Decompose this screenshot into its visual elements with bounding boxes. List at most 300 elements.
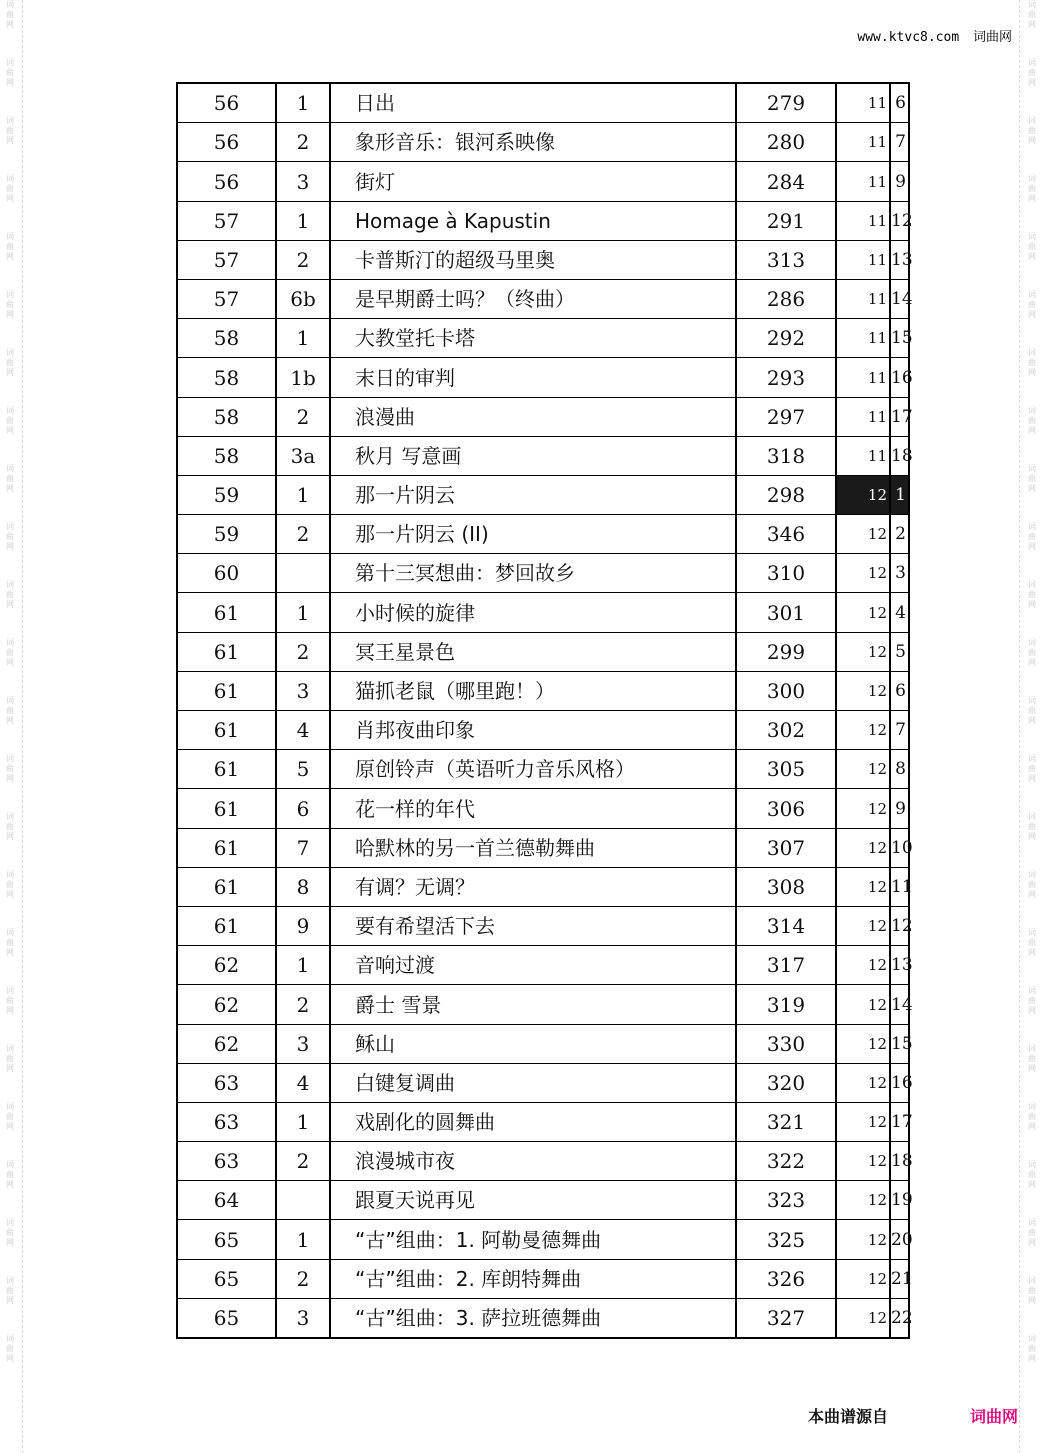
title-cell: Homage à Kapustin xyxy=(330,201,736,240)
title-cell: 稣山 xyxy=(330,1024,736,1063)
watermark-char: 曲 xyxy=(1028,1228,1036,1237)
watermark-char: 曲 xyxy=(1028,1286,1036,1295)
number-cell: 6 xyxy=(276,789,330,828)
watermark-group xyxy=(6,290,14,320)
watermark-char: 词 xyxy=(1028,1160,1036,1169)
watermark-char: 词 xyxy=(6,986,14,995)
watermark-char: 词 xyxy=(6,522,14,531)
watermark-char: 网 xyxy=(1028,890,1036,899)
watermark-char: 网 xyxy=(6,78,14,87)
book-cell: 11 xyxy=(836,123,890,162)
volume-cell: 56 xyxy=(177,123,276,162)
title-cell: “古”组曲：3. 萨拉班德舞曲 xyxy=(330,1298,736,1338)
watermark-char: 曲 xyxy=(6,648,14,657)
title-cell: 街灯 xyxy=(330,162,736,201)
watermark-char: 曲 xyxy=(6,358,14,367)
page-cell: 307 xyxy=(736,828,836,867)
number-cell: 3 xyxy=(276,671,330,710)
watermark-group xyxy=(1028,1218,1036,1248)
watermark-char: 网 xyxy=(6,252,14,261)
volume-cell: 62 xyxy=(177,1024,276,1063)
page-cell: 279 xyxy=(736,83,836,123)
index-cell: 6 xyxy=(890,83,909,123)
watermark-char: 词 xyxy=(1028,812,1036,821)
title-cell: 末日的审判 xyxy=(330,358,736,397)
index-cell: 14 xyxy=(890,279,909,318)
volume-cell: 60 xyxy=(177,554,276,593)
table-row xyxy=(177,123,909,162)
watermark-char: 网 xyxy=(6,194,14,203)
watermark-char: 词 xyxy=(1028,870,1036,879)
title-cell: 花一样的年代 xyxy=(330,789,736,828)
volume-cell: 57 xyxy=(177,201,276,240)
title-cell: “古”组曲：1. 阿勒曼德舞曲 xyxy=(330,1220,736,1259)
index-cell: 10 xyxy=(890,828,909,867)
watermark-char: 词 xyxy=(6,638,14,647)
watermark-char: 曲 xyxy=(1028,532,1036,541)
page-cell: 300 xyxy=(736,671,836,710)
watermark-char: 曲 xyxy=(6,1054,14,1063)
watermark-char: 网 xyxy=(6,1180,14,1189)
book-cell: 12 xyxy=(836,515,890,554)
book-cell: 12 xyxy=(836,946,890,985)
number-cell: 1 xyxy=(276,319,330,358)
index-cell: 12 xyxy=(890,201,909,240)
volume-cell: 61 xyxy=(177,671,276,710)
index-cell: 4 xyxy=(890,593,909,632)
table-row xyxy=(177,711,909,750)
index-cell: 17 xyxy=(890,397,909,436)
watermark-group xyxy=(6,812,14,842)
watermark-char: 网 xyxy=(1028,948,1036,957)
table-row xyxy=(177,1024,909,1063)
page-cell: 305 xyxy=(736,750,836,789)
watermark-char: 词 xyxy=(1028,522,1036,531)
watermark-char: 词 xyxy=(6,464,14,473)
number-cell: 2 xyxy=(276,515,330,554)
watermark-char: 词 xyxy=(1028,174,1036,183)
watermark-char: 词 xyxy=(1028,1102,1036,1111)
index-cell: 20 xyxy=(890,1220,909,1259)
book-cell: 11 xyxy=(836,201,890,240)
book-cell: 12 xyxy=(836,475,890,514)
page-cell: 320 xyxy=(736,1063,836,1102)
watermark-group xyxy=(1028,696,1036,726)
number-cell: 1 xyxy=(276,201,330,240)
page-cell: 299 xyxy=(736,632,836,671)
number-cell: 4 xyxy=(276,711,330,750)
watermark-group xyxy=(6,116,14,146)
watermark-char: 词 xyxy=(1028,464,1036,473)
watermark-char: 曲 xyxy=(1028,416,1036,425)
volume-cell: 64 xyxy=(177,1181,276,1220)
right-margin-line xyxy=(1019,0,1020,1453)
table-row xyxy=(177,515,909,554)
watermark-group xyxy=(1028,0,1036,30)
table-row xyxy=(177,946,909,985)
watermark-char: 词 xyxy=(6,174,14,183)
index-cell: 21 xyxy=(890,1259,909,1298)
title-cell: 卡普斯汀的超级马里奥 xyxy=(330,240,736,279)
watermark-char: 曲 xyxy=(6,1170,14,1179)
title-cell: 小时候的旋律 xyxy=(330,593,736,632)
page-cell: 306 xyxy=(736,789,836,828)
watermark-char: 曲 xyxy=(6,126,14,135)
table-row xyxy=(177,828,909,867)
watermark-char: 网 xyxy=(6,600,14,609)
volume-cell: 61 xyxy=(177,828,276,867)
watermark-char: 词 xyxy=(1028,696,1036,705)
watermark-group xyxy=(1028,116,1036,146)
watermark-char: 曲 xyxy=(6,242,14,251)
volume-cell: 59 xyxy=(177,475,276,514)
watermark-char: 词 xyxy=(6,1160,14,1169)
volume-cell: 57 xyxy=(177,240,276,279)
volume-cell: 61 xyxy=(177,750,276,789)
watermark-char: 网 xyxy=(1028,716,1036,725)
page-cell: 322 xyxy=(736,1142,836,1181)
index-cell: 6 xyxy=(890,671,909,710)
number-cell: 9 xyxy=(276,906,330,945)
volume-cell: 61 xyxy=(177,632,276,671)
watermark-char: 网 xyxy=(6,1006,14,1015)
watermark-char: 网 xyxy=(1028,1122,1036,1131)
table-row xyxy=(177,1220,909,1259)
table-row xyxy=(177,750,909,789)
index-cell: 9 xyxy=(890,789,909,828)
title-cell: 秋月 写意画 xyxy=(330,436,736,475)
watermark-char: 词 xyxy=(6,754,14,763)
index-cell: 12 xyxy=(890,906,909,945)
table-row xyxy=(177,593,909,632)
watermark-char: 词 xyxy=(1028,232,1036,241)
watermark-char: 词 xyxy=(6,928,14,937)
watermark-group xyxy=(6,348,14,378)
watermark-group xyxy=(1028,406,1036,436)
number-cell: 4 xyxy=(276,1063,330,1102)
title-cell: 哈默林的另一首兰德勒舞曲 xyxy=(330,828,736,867)
watermark-char: 曲 xyxy=(1028,1170,1036,1179)
title-cell: 那一片阴云 xyxy=(330,475,736,514)
book-cell: 12 xyxy=(836,1298,890,1338)
watermark-char: 词 xyxy=(6,116,14,125)
watermark-char: 词 xyxy=(6,348,14,357)
watermark-group xyxy=(1028,754,1036,784)
index-cell: 9 xyxy=(890,162,909,201)
book-cell: 12 xyxy=(836,671,890,710)
watermark-char: 曲 xyxy=(6,590,14,599)
book-cell: 12 xyxy=(836,632,890,671)
index-cell: 16 xyxy=(890,358,909,397)
watermark-group xyxy=(6,1334,14,1364)
watermark-char: 曲 xyxy=(6,822,14,831)
volume-cell: 61 xyxy=(177,906,276,945)
volume-cell: 58 xyxy=(177,358,276,397)
index-cell: 7 xyxy=(890,123,909,162)
table-row xyxy=(177,1102,909,1141)
watermark-char: 曲 xyxy=(1028,10,1036,19)
site-url-link[interactable]: www.ktvc8.com xyxy=(857,30,960,45)
left-margin-line xyxy=(22,0,23,1453)
book-cell: 12 xyxy=(836,750,890,789)
number-cell: 2 xyxy=(276,240,330,279)
watermark-char: 词 xyxy=(6,232,14,241)
table-row xyxy=(177,906,909,945)
book-cell: 12 xyxy=(836,1063,890,1102)
watermark-char: 词 xyxy=(1028,116,1036,125)
watermark-char: 网 xyxy=(6,890,14,899)
watermark-char: 词 xyxy=(1028,580,1036,589)
index-cell: 15 xyxy=(890,319,909,358)
book-cell: 11 xyxy=(836,83,890,123)
index-cell: 15 xyxy=(890,1024,909,1063)
watermark-char: 网 xyxy=(6,1122,14,1131)
volume-cell: 62 xyxy=(177,985,276,1024)
watermark-group xyxy=(6,1044,14,1074)
score-index-table xyxy=(176,82,913,1339)
watermark-group xyxy=(1028,232,1036,262)
watermark-char: 曲 xyxy=(1028,996,1036,1005)
watermark-char: 网 xyxy=(1028,774,1036,783)
index-cell: 16 xyxy=(890,1063,909,1102)
page-cell: 327 xyxy=(736,1298,836,1338)
table-row xyxy=(177,1181,909,1220)
watermark-char: 曲 xyxy=(1028,822,1036,831)
number-cell: 1 xyxy=(276,593,330,632)
number-cell: 1 xyxy=(276,946,330,985)
page-footer xyxy=(808,1404,1018,1427)
table-row xyxy=(177,789,909,828)
volume-cell: 59 xyxy=(177,515,276,554)
watermark-char: 曲 xyxy=(1028,242,1036,251)
watermark-char: 网 xyxy=(6,832,14,841)
index-cell: 19 xyxy=(890,1181,909,1220)
watermark-char: 曲 xyxy=(6,416,14,425)
number-cell: 6b xyxy=(276,279,330,318)
table-row xyxy=(177,240,909,279)
watermark-char: 词 xyxy=(6,0,14,9)
page-cell: 325 xyxy=(736,1220,836,1259)
title-cell: 白键复调曲 xyxy=(330,1063,736,1102)
title-cell: 是早期爵士吗？（终曲） xyxy=(330,279,736,318)
table-row xyxy=(177,1063,909,1102)
watermark-char: 网 xyxy=(1028,252,1036,261)
index-cell: 18 xyxy=(890,1142,909,1181)
watermark-char: 网 xyxy=(6,136,14,145)
title-cell: 浪漫城市夜 xyxy=(330,1142,736,1181)
watermark-char: 曲 xyxy=(6,938,14,947)
watermark-char: 词 xyxy=(1028,1276,1036,1285)
index-cell: 2 xyxy=(890,515,909,554)
watermark-group xyxy=(1028,174,1036,204)
volume-cell: 62 xyxy=(177,946,276,985)
watermark-char: 曲 xyxy=(1028,68,1036,77)
book-cell: 11 xyxy=(836,319,890,358)
table-row xyxy=(177,632,909,671)
watermark-char: 网 xyxy=(6,1354,14,1363)
table-row xyxy=(177,475,909,514)
title-cell: 浪漫曲 xyxy=(330,397,736,436)
watermark-char: 曲 xyxy=(6,996,14,1005)
volume-cell: 65 xyxy=(177,1220,276,1259)
watermark-char: 曲 xyxy=(1028,126,1036,135)
watermark-group xyxy=(6,0,14,30)
watermark-char: 网 xyxy=(1028,310,1036,319)
watermark-char: 网 xyxy=(1028,20,1036,29)
watermark-char: 网 xyxy=(1028,1180,1036,1189)
watermark-char: 网 xyxy=(1028,1238,1036,1247)
watermark-char: 网 xyxy=(1028,542,1036,551)
number-cell: 2 xyxy=(276,1259,330,1298)
index-cell: 1 xyxy=(890,475,909,514)
watermark-group xyxy=(1028,1334,1036,1364)
watermark-char: 曲 xyxy=(1028,1344,1036,1353)
volume-cell: 58 xyxy=(177,397,276,436)
watermark-char: 网 xyxy=(1028,194,1036,203)
watermark-char: 词 xyxy=(6,812,14,821)
number-cell: 8 xyxy=(276,867,330,906)
watermark-char: 曲 xyxy=(6,532,14,541)
watermark-group xyxy=(6,1218,14,1248)
watermark-char: 网 xyxy=(6,774,14,783)
page-cell: 301 xyxy=(736,593,836,632)
watermark-group xyxy=(1028,870,1036,900)
volume-cell: 63 xyxy=(177,1142,276,1181)
watermark-char: 词 xyxy=(1028,290,1036,299)
watermark-char: 网 xyxy=(6,484,14,493)
watermark-char: 网 xyxy=(6,426,14,435)
index-cell: 17 xyxy=(890,1102,909,1141)
watermark-char: 曲 xyxy=(1028,590,1036,599)
page-cell: 292 xyxy=(736,319,836,358)
watermark-group xyxy=(6,638,14,668)
volume-cell: 61 xyxy=(177,593,276,632)
watermark-char: 网 xyxy=(1028,78,1036,87)
book-cell: 12 xyxy=(836,711,890,750)
volume-cell: 65 xyxy=(177,1259,276,1298)
table-row xyxy=(177,671,909,710)
page-cell: 323 xyxy=(736,1181,836,1220)
number-cell: 2 xyxy=(276,632,330,671)
index-cell: 11 xyxy=(890,867,909,906)
watermark-group xyxy=(6,58,14,88)
watermark-char: 网 xyxy=(1028,1064,1036,1073)
table-row xyxy=(177,319,909,358)
watermark-char: 网 xyxy=(1028,426,1036,435)
watermark-char: 网 xyxy=(1028,368,1036,377)
watermark-char: 曲 xyxy=(6,1112,14,1121)
table-row xyxy=(177,1298,909,1338)
volume-cell: 58 xyxy=(177,436,276,475)
table-row xyxy=(177,397,909,436)
table-row xyxy=(177,358,909,397)
watermark-group xyxy=(6,1160,14,1190)
watermark-group xyxy=(6,1276,14,1306)
watermark-char: 曲 xyxy=(1028,706,1036,715)
book-cell: 12 xyxy=(836,789,890,828)
book-cell: 11 xyxy=(836,436,890,475)
watermark-char: 词 xyxy=(1028,986,1036,995)
watermark-group xyxy=(6,696,14,726)
watermark-char: 网 xyxy=(1028,658,1036,667)
watermark-char: 词 xyxy=(1028,0,1036,9)
watermark-char: 词 xyxy=(6,580,14,589)
index-cell: 13 xyxy=(890,946,909,985)
source-label: 本曲谱源自 xyxy=(808,1407,889,1426)
title-cell: 肖邦夜曲印象 xyxy=(330,711,736,750)
watermark-char: 曲 xyxy=(6,1286,14,1295)
watermark-group xyxy=(1028,638,1036,668)
watermark-group xyxy=(6,986,14,1016)
page-cell: 284 xyxy=(736,162,836,201)
index-cell: 22 xyxy=(890,1298,909,1338)
index-cell: 3 xyxy=(890,554,909,593)
watermark-group xyxy=(1028,986,1036,1016)
watermark-char: 网 xyxy=(1028,600,1036,609)
watermark-char: 网 xyxy=(1028,1354,1036,1363)
title-cell: “古”组曲：2. 库朗特舞曲 xyxy=(330,1259,736,1298)
table-row xyxy=(177,436,909,475)
page-cell: 293 xyxy=(736,358,836,397)
page-cell: 318 xyxy=(736,436,836,475)
number-cell: 1 xyxy=(276,475,330,514)
page-cell: 317 xyxy=(736,946,836,985)
watermark-char: 曲 xyxy=(6,1344,14,1353)
watermark-char: 网 xyxy=(1028,832,1036,841)
page-cell: 286 xyxy=(736,279,836,318)
book-cell: 12 xyxy=(836,906,890,945)
watermark-char: 词 xyxy=(1028,1218,1036,1227)
volume-cell: 56 xyxy=(177,83,276,123)
brand-link[interactable]: 词曲网 xyxy=(969,1407,1018,1426)
watermark-group xyxy=(1028,1276,1036,1306)
table-row xyxy=(177,867,909,906)
book-cell: 12 xyxy=(836,1024,890,1063)
page-cell: 291 xyxy=(736,201,836,240)
page-cell: 310 xyxy=(736,554,836,593)
watermark-char: 网 xyxy=(6,716,14,725)
book-cell: 11 xyxy=(836,240,890,279)
watermark-group xyxy=(1028,348,1036,378)
number-cell: 1 xyxy=(276,1102,330,1141)
book-cell: 12 xyxy=(836,1181,890,1220)
page-cell: 308 xyxy=(736,867,836,906)
watermark-char: 网 xyxy=(6,310,14,319)
watermark-char: 词 xyxy=(6,870,14,879)
volume-cell: 61 xyxy=(177,867,276,906)
watermark-group xyxy=(6,580,14,610)
number-cell: 3 xyxy=(276,162,330,201)
watermark-char: 词 xyxy=(6,290,14,299)
watermark-group xyxy=(6,464,14,494)
watermark-char: 词 xyxy=(1028,638,1036,647)
watermark-char: 网 xyxy=(1028,1296,1036,1305)
watermark-char: 词 xyxy=(1028,1044,1036,1053)
watermark-char: 词 xyxy=(6,58,14,67)
title-cell: 猫抓老鼠（哪里跑！） xyxy=(330,671,736,710)
watermark-char: 词 xyxy=(1028,754,1036,763)
book-cell: 12 xyxy=(836,554,890,593)
watermark-char: 曲 xyxy=(1028,474,1036,483)
watermark-group xyxy=(6,522,14,552)
table-row xyxy=(177,554,909,593)
watermark-group xyxy=(1028,1160,1036,1190)
page-cell: 319 xyxy=(736,985,836,1024)
watermark-char: 曲 xyxy=(6,474,14,483)
watermark-char: 词 xyxy=(1028,928,1036,937)
number-cell xyxy=(276,554,330,593)
book-cell: 12 xyxy=(836,593,890,632)
